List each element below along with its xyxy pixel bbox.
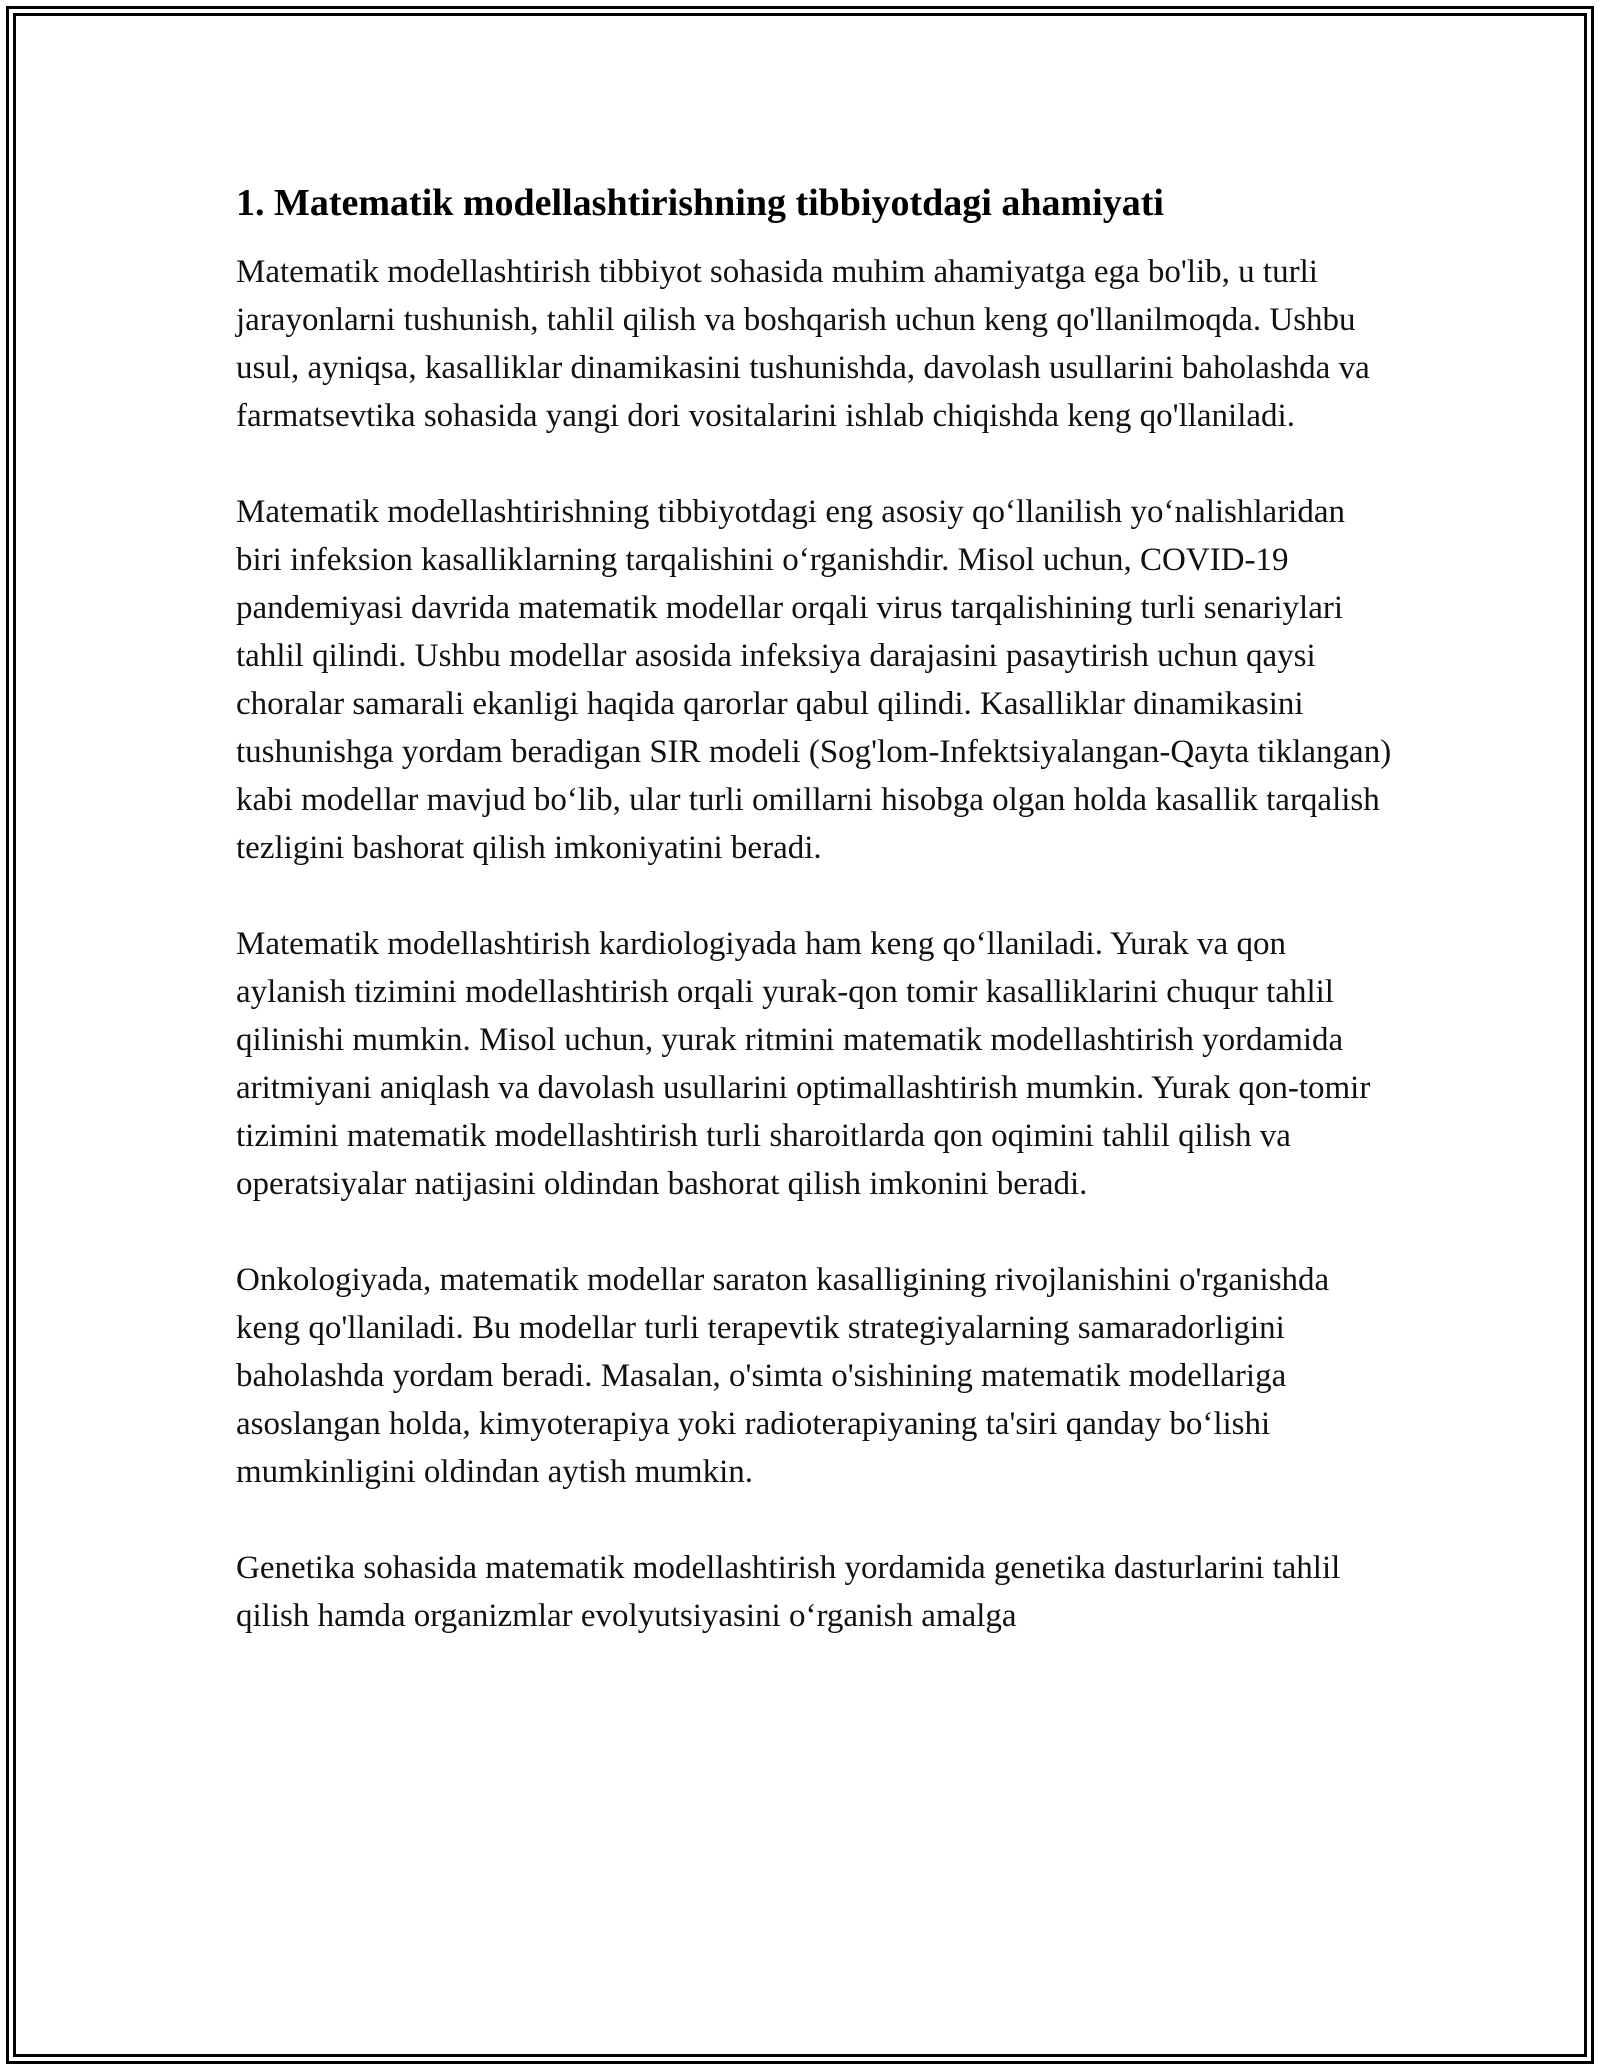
section-heading: 1. Matematik modellashtirishning tibbiyotdagi ahamiyati <box>236 182 1164 224</box>
paragraph-infectious-diseases: Matematik modellashtirishning tibbiyotdagi eng asosiy qo‘llanilish yo‘nalishlaridan biri infeksion kasalliklarning tarqalishini o‘rganishdir. Misol uchun, COVID-19 pandemiyasi davrida matematik modellar orqali virus tarqalishining turli senariylari tahlil qilindi. Ushbu modellar asosida infeksiya darajasini pasaytirish uchun qaysi choralar samarali ekanligi haqida qarorlar qabul qilindi. Kasalliklar dinamikasini tushunishga yordam beradigan SIR modeli (Sog'lom-Infektsiyalangan-Qayta tiklangan) kabi modellar mavjud bo‘lib, ular turli omillarni hisobga olgan holda kasallik tarqalish tezligini bashorat qilish imkoniyatini beradi. <box>236 493 1392 866</box>
paragraph-cardiology: Matematik modellashtirish kardiologiyada ham keng qo‘llaniladi. Yurak va qon aylanish tizimini modellashtirish orqali yurak-qon tomir kasalliklarini chuqur tahlil qilinishi mumkin. Misol uchun, yurak ritmini matematik modellashtirish yordamida aritmiyani aniqlash va davolash usullarini optimallashtirish mumkin. Yurak qon-tomir tizimini matematik modellashtirish turli sharoitlarda qon oqimini tahlil qilish va operatsiyalar natijasini oldindan bashorat qilish imkonini beradi. <box>236 925 1371 1202</box>
paragraph-genetics: Genetika sohasida matematik modellashtirish yordamida genetika dasturlarini tahlil qilish hamda organizmlar evolyutsiyasini o‘rganish amalga <box>236 1549 1341 1634</box>
document-body <box>236 180 1396 1688</box>
paragraph-oncology: Onkologiyada, matematik modellar saraton kasalligining rivojlanishini o'rganishda keng qo'llaniladi. Bu modellar turli terapevtik strategiyalarning samaradorligini baholashda yordam beradi. Masalan, o'simta o'sishining matematik modellariga asoslangan holda, kimyoterapiya yoki radioterapiyaning ta'siri qanday bo‘lishi mumkinligini oldindan aytish mumkin. <box>236 1261 1330 1490</box>
paragraph-intro: Matematik modellashtirish tibbiyot sohasida muhim ahamiyatga ega bo'lib, u turli jarayonlarni tushunish, tahlil qilish va boshqarish uchun keng qo'llanilmoqda. Ushbu usul, ayniqsa, kasalliklar dinamikasini tushunishda, davolash usullarini baholashda va farmatsevtika sohasida yangi dori vositalarini ishlab chiqishda keng qo'llaniladi. <box>236 253 1370 434</box>
